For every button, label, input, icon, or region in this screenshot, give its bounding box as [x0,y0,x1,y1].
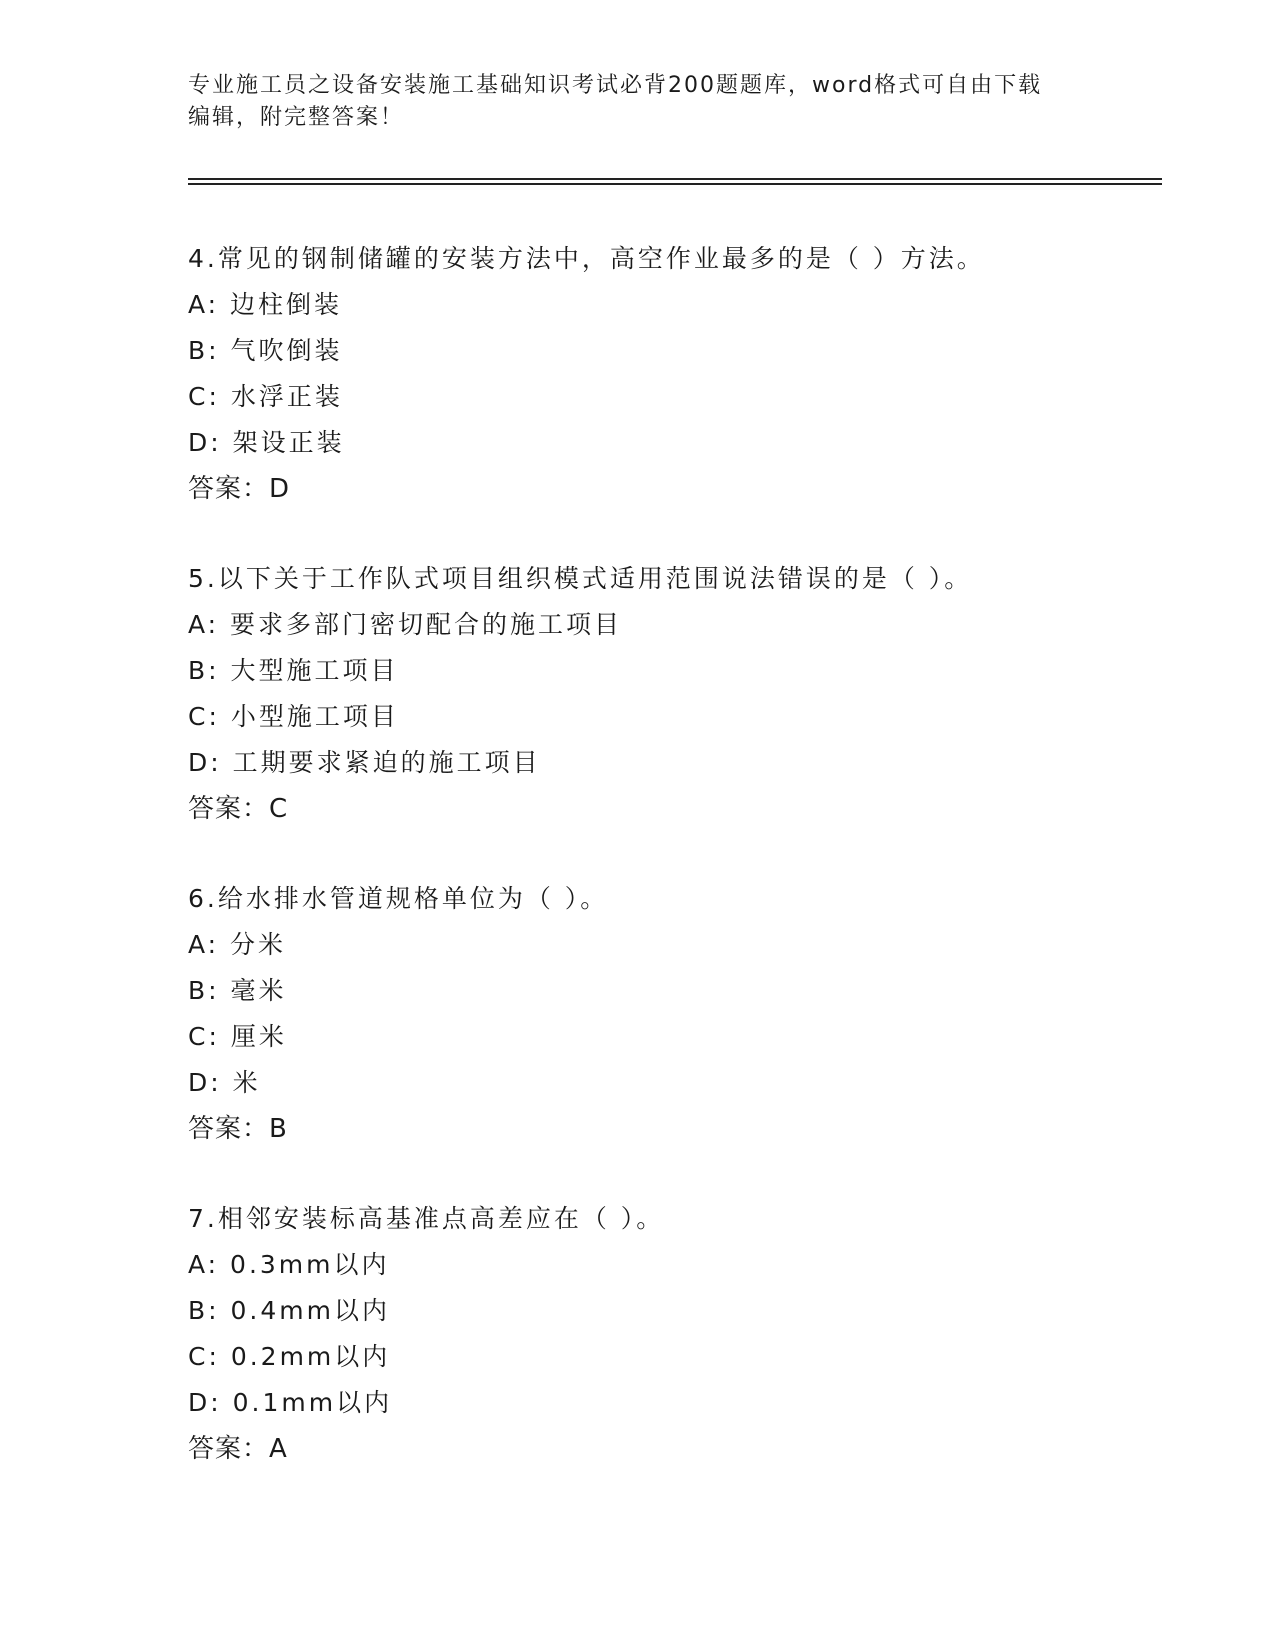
question-6 [188,876,1148,1152]
question-title: 5.以下关于工作队式项目组织模式适用范围说法错误的是（ ）。 [188,564,973,593]
answer: 答案：D [188,474,291,504]
header-divider-top [188,178,1162,180]
question-title: 6.给水排水管道规格单位为（ ）。 [188,884,609,913]
option-a: A: 0.3mm以内 [188,1250,390,1279]
document-header [188,70,1088,134]
answer: 答案：B [188,1114,288,1144]
question-list [188,236,1148,1516]
answer: 答案：C [188,794,289,824]
question-4 [188,236,1148,512]
question-5 [188,556,1148,832]
option-b: B: 大型施工项目 [188,656,399,685]
option-c: C: 0.2mm以内 [188,1342,391,1371]
header-line-1: 专业施工员之设备安装施工基础知识考试必背200题题库，word格式可自由下载 [188,73,1043,98]
option-a: A: 边柱倒装 [188,290,343,319]
header-line-2: 编辑，附完整答案！ [188,105,405,130]
option-d: D: 米 [188,1068,261,1097]
question-title: 4.常见的钢制储罐的安装方法中，高空作业最多的是（ ）方法。 [188,244,985,273]
option-d: D: 工期要求紧迫的施工项目 [188,748,541,777]
option-b: B: 气吹倒装 [188,336,343,365]
option-d: D: 架设正装 [188,428,345,457]
question-title: 7.相邻安装标高基准点高差应在（ ）。 [188,1204,665,1233]
header-divider-bottom [188,183,1162,185]
option-c: C: 厘米 [188,1022,287,1051]
question-7 [188,1196,1148,1472]
option-a: A: 分米 [188,930,287,959]
option-d: D: 0.1mm以内 [188,1388,393,1417]
option-a: A: 要求多部门密切配合的施工项目 [188,610,623,639]
option-b: B: 毫米 [188,976,287,1005]
option-c: C: 水浮正装 [188,382,343,411]
option-b: B: 0.4mm以内 [188,1296,390,1325]
answer: 答案：A [188,1434,288,1464]
option-c: C: 小型施工项目 [188,702,399,731]
